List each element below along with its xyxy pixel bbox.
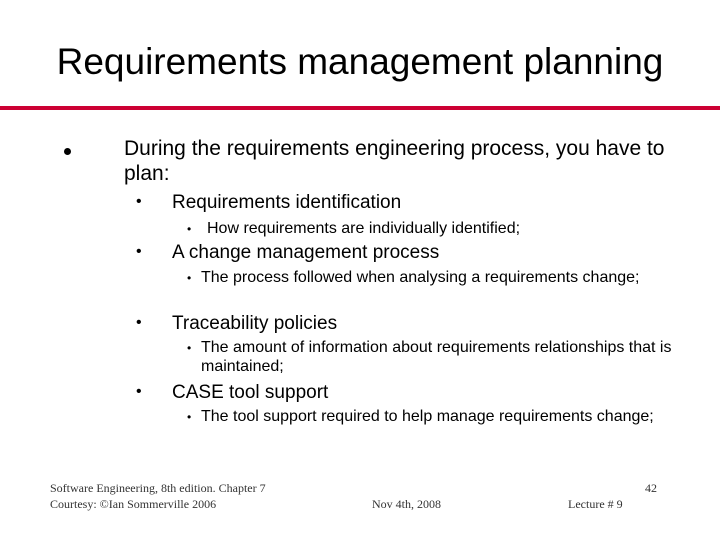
sub-bullet-icon: • (187, 271, 192, 285)
item-detail-traceability: The amount of information about requirements relationships that is maintained; (201, 339, 672, 375)
item-heading-identification: Requirements identification (172, 192, 402, 213)
item-detail-identification: How requirements are individually identified; (207, 220, 521, 237)
bullet-icon: • (136, 383, 142, 400)
item-heading-change-management: A change management process (172, 242, 440, 263)
page-number: 42 (645, 481, 657, 495)
sub-bullet-icon: • (187, 341, 192, 355)
sub-bullet-icon: • (187, 410, 192, 424)
item-detail-change-management: The process followed when analysing a requirements change; (201, 269, 640, 286)
footer-lecture: Lecture # 9 (568, 497, 623, 511)
footer-date: Nov 4th, 2008 (372, 497, 441, 511)
bullet-icon: • (136, 193, 142, 210)
bullet-icon: • (136, 243, 142, 260)
bullet-dot-icon (64, 148, 71, 155)
footer-book: Software Engineering, 8th edition. Chapter 7 (50, 481, 266, 495)
bullet-icon: • (136, 314, 142, 331)
item-heading-case-tool: CASE tool support (172, 382, 329, 403)
item-heading-traceability: Traceability policies (172, 313, 338, 334)
footer-courtesy: Courtesy: ©Ian Sommerville 2006 (50, 497, 217, 511)
item-detail-case-tool: The tool support required to help manage requirements change; (201, 408, 654, 425)
title-divider (0, 106, 720, 110)
slide-title: Requirements management planning (56, 41, 664, 82)
main-point: During the requirements engineering process, you have to plan: (124, 137, 665, 185)
sub-bullet-icon: • (187, 222, 192, 236)
